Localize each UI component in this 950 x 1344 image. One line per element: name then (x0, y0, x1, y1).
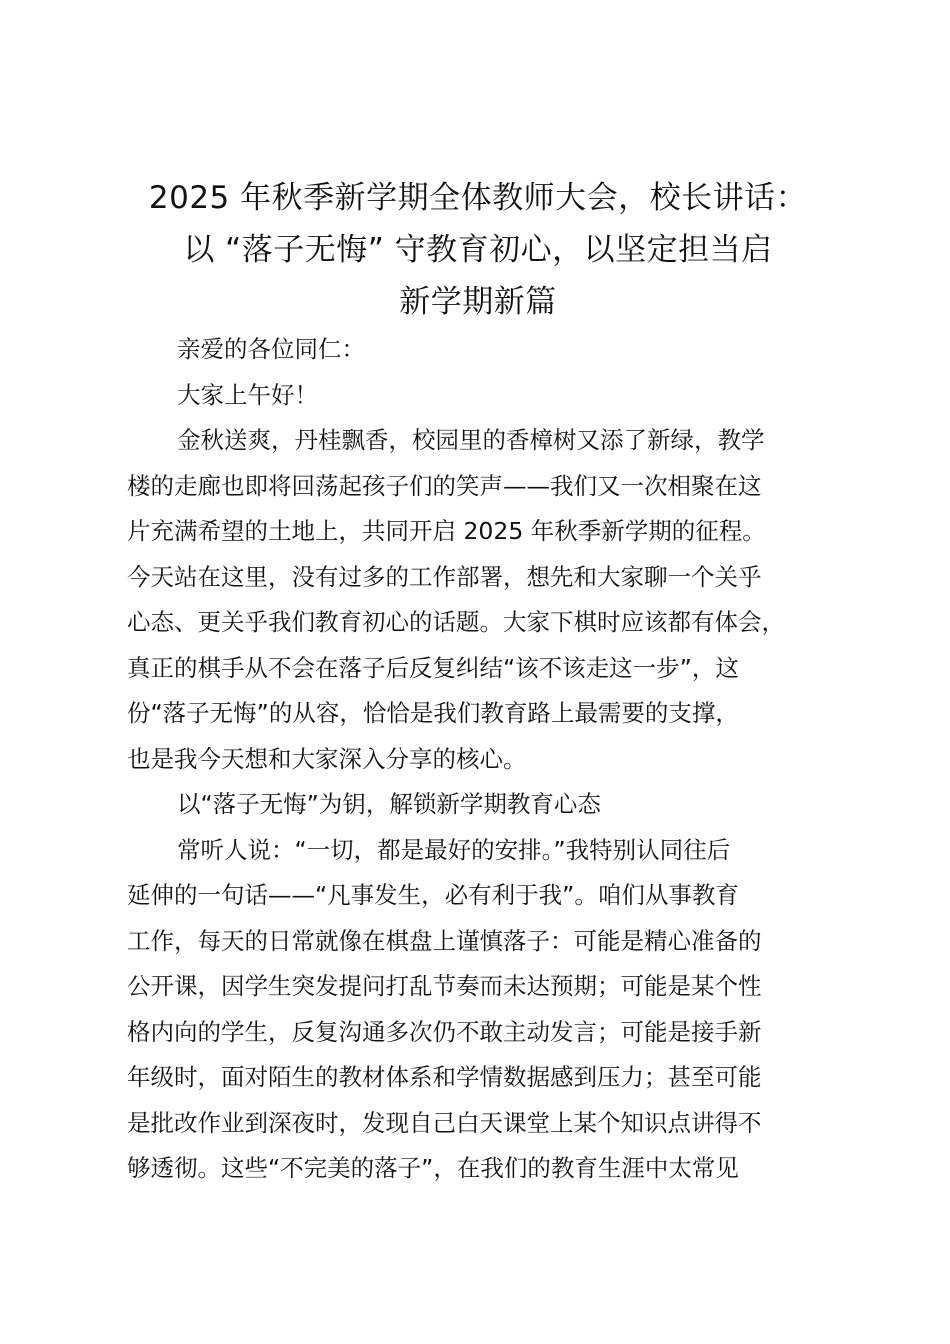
greeting-paragraph (127, 327, 837, 373)
text-line: 真正的棋手从不会在落子后反复纠结“该不该走这一步”，这 (127, 653, 739, 682)
text-line: 也是我今天想和大家深入分享的核心。 (127, 744, 527, 773)
text-line: 份“落子无悔”的从容，恰恰是我们教育路上最需要的支撑， (127, 699, 739, 727)
text-line: 延伸的一句话——“凡事发生，必有利于我”。咱们从事教育 (127, 881, 739, 909)
text-line: 亲爱的各位同仁： (177, 335, 365, 363)
document-body (127, 327, 837, 1192)
text-line: 大家上午好！ (177, 380, 318, 409)
body-paragraph (127, 828, 837, 1192)
greeting-paragraph (127, 373, 837, 419)
title-line: 2025 年秋季新学期全体教师大会，校长讲话： (148, 180, 808, 216)
text-line: 楼的走廊也即将回荡起孩子们的笑声——我们又一次相聚在这 (127, 471, 762, 500)
text-line: 公开课，因学生突发提问打乱节奏而未达预期；可能是某个性 (127, 972, 762, 1000)
text-line: 今天站在这里，没有过多的工作部署，想先和大家聊一个关乎 (127, 562, 762, 591)
text-line: 年级时，面对陌生的教材体系和学情数据感到压力；甚至可能 (127, 1063, 762, 1091)
text-line: 常听人说：“一切，都是最好的安排。”我特别认同往后 (177, 835, 731, 864)
text-line: 以“落子无悔”为钥，解锁新学期教育心态 (177, 790, 601, 818)
title-line: 新学期新篇 (399, 284, 557, 320)
text-line: 格内向的学生，反复沟通多次仍不敢主动发言；可能是接手新 (127, 1017, 762, 1046)
text-line: 工作，每天的日常就像在棋盘上谨慎落子：可能是精心准备的 (127, 926, 762, 955)
text-line: 片充满希望的土地上，共同开启 2025 年秋季新学期的征程。 (127, 517, 766, 545)
text-line: 是批改作业到深夜时，发现自己白天课堂上某个知识点讲得不 (127, 1108, 762, 1137)
section-heading (127, 782, 837, 828)
title-line: 以 “落子无悔” 守教育初心，以坚定担当启 (183, 232, 773, 268)
body-paragraph (127, 418, 837, 782)
text-line: 够透彻。这些“不完美的落子”，在我们的教育生涯中太常见 (127, 1154, 739, 1182)
text-line: 心态、更关乎我们教育初心的话题。大家下棋时应该都有体会， (127, 608, 785, 636)
text-line: 金秋送爽，丹桂飘香，校园里的香樟树又添了新绿，教学 (177, 426, 765, 454)
document-title (118, 172, 838, 328)
